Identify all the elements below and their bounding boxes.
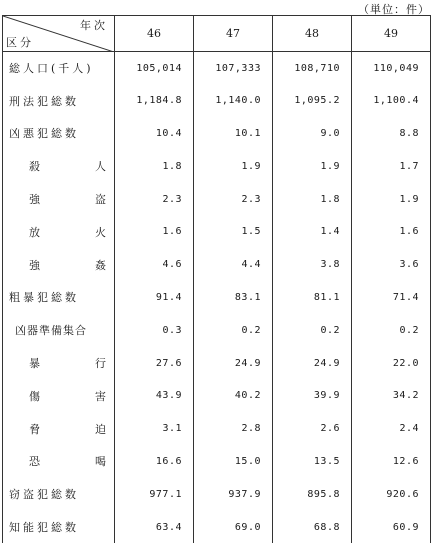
- value-cell: 110,049: [352, 52, 431, 85]
- value-cell: 2.4: [352, 412, 431, 445]
- table-row: [3, 281, 431, 314]
- value-cell: 27.6: [115, 347, 194, 380]
- row-label-cell: [3, 215, 115, 248]
- row-label-cell: [3, 379, 115, 412]
- row-label: 刑法犯総数: [9, 94, 79, 108]
- value-cell: 1.9: [352, 183, 431, 216]
- table-row: [3, 478, 431, 511]
- row-label: 強 姦: [29, 258, 106, 272]
- row-label-cell: [3, 248, 115, 281]
- corner-label-category: 区分: [6, 36, 34, 49]
- value-cell: 40.2: [194, 379, 273, 412]
- value-cell: 3.6: [352, 248, 431, 281]
- year-header-47: 47: [194, 16, 273, 52]
- value-cell: 1.6: [352, 215, 431, 248]
- row-label: 知能犯総数: [9, 521, 79, 535]
- row-label: 放 火: [29, 225, 106, 239]
- table-row: [3, 314, 431, 347]
- row-label-cell: [3, 281, 115, 314]
- value-cell: 8.8: [352, 117, 431, 150]
- row-label: 強 盗: [29, 193, 106, 207]
- corner-label-year: 年次: [80, 19, 108, 32]
- value-cell: 13.5: [273, 445, 352, 478]
- row-label-cell: [3, 511, 115, 544]
- table-row: [3, 248, 431, 281]
- value-cell: 39.9: [273, 379, 352, 412]
- table-row: [3, 84, 431, 117]
- value-cell: 105,014: [115, 52, 194, 85]
- table-row: [3, 511, 431, 544]
- row-label-cell: [3, 478, 115, 511]
- row-label-cell: [3, 183, 115, 216]
- value-cell: 60.9: [352, 511, 431, 544]
- value-cell: 91.4: [115, 281, 194, 314]
- table-row: [3, 183, 431, 216]
- value-cell: 107,333: [194, 52, 273, 85]
- value-cell: 71.4: [352, 281, 431, 314]
- value-cell: 83.1: [194, 281, 273, 314]
- year-header-49: 49: [352, 16, 431, 52]
- row-label: 殺 人: [29, 160, 106, 174]
- table-row: [3, 215, 431, 248]
- value-cell: 1,095.2: [273, 84, 352, 117]
- value-cell: 0.3: [115, 314, 194, 347]
- value-cell: 63.4: [115, 511, 194, 544]
- row-label-cell: [3, 314, 115, 347]
- value-cell: 3.1: [115, 412, 194, 445]
- value-cell: 108,710: [273, 52, 352, 85]
- value-cell: 16.6: [115, 445, 194, 478]
- value-cell: 4.4: [194, 248, 273, 281]
- value-cell: 12.6: [352, 445, 431, 478]
- table-row: [3, 117, 431, 150]
- table-row: [3, 379, 431, 412]
- crime-statistics-table: [2, 15, 431, 543]
- row-label-cell: [3, 117, 115, 150]
- value-cell: 15.0: [194, 445, 273, 478]
- value-cell: 1,140.0: [194, 84, 273, 117]
- value-cell: 1.4: [273, 215, 352, 248]
- value-cell: 68.8: [273, 511, 352, 544]
- row-label: 傷 害: [29, 389, 106, 403]
- year-header-46: 46: [115, 16, 194, 52]
- row-label: 恐 喝: [29, 455, 106, 469]
- unit-label: （単位：件）: [358, 3, 430, 16]
- year-header-48: 48: [273, 16, 352, 52]
- value-cell: 69.0: [194, 511, 273, 544]
- value-cell: 937.9: [194, 478, 273, 511]
- row-label-cell: [3, 150, 115, 183]
- table-row: [3, 445, 431, 478]
- value-cell: 1.8: [115, 150, 194, 183]
- row-label-cell: [3, 347, 115, 380]
- value-cell: 977.1: [115, 478, 194, 511]
- value-cell: 3.8: [273, 248, 352, 281]
- value-cell: 1,100.4: [352, 84, 431, 117]
- value-cell: 43.9: [115, 379, 194, 412]
- value-cell: 10.4: [115, 117, 194, 150]
- value-cell: 22.0: [352, 347, 431, 380]
- row-label: 脅 迫: [29, 422, 106, 436]
- table-row: [3, 347, 431, 380]
- value-cell: 4.6: [115, 248, 194, 281]
- value-cell: 1.8: [273, 183, 352, 216]
- value-cell: 0.2: [352, 314, 431, 347]
- row-label: 総人口(千人): [9, 62, 94, 76]
- row-label-cell: [3, 445, 115, 478]
- row-label: 暴 行: [29, 357, 106, 371]
- value-cell: 10.1: [194, 117, 273, 150]
- value-cell: 895.8: [273, 478, 352, 511]
- value-cell: 2.3: [194, 183, 273, 216]
- table-row: [3, 150, 431, 183]
- value-cell: 1.7: [352, 150, 431, 183]
- table-row: [3, 412, 431, 445]
- row-label: 凶器準備集合: [15, 324, 87, 338]
- value-cell: 2.6: [273, 412, 352, 445]
- row-label-cell: [3, 84, 115, 117]
- header-row: [3, 16, 431, 52]
- value-cell: 0.2: [273, 314, 352, 347]
- row-label: 粗暴犯総数: [9, 291, 79, 305]
- value-cell: 2.3: [115, 183, 194, 216]
- value-cell: 81.1: [273, 281, 352, 314]
- value-cell: 1.5: [194, 215, 273, 248]
- row-label-cell: [3, 412, 115, 445]
- table-body: [3, 52, 431, 544]
- value-cell: 2.8: [194, 412, 273, 445]
- value-cell: 24.9: [194, 347, 273, 380]
- value-cell: 920.6: [352, 478, 431, 511]
- corner-header-cell: [3, 16, 115, 52]
- value-cell: 24.9: [273, 347, 352, 380]
- value-cell: 1.9: [273, 150, 352, 183]
- value-cell: 1.9: [194, 150, 273, 183]
- value-cell: 9.0: [273, 117, 352, 150]
- row-label: 窃盗犯総数: [9, 488, 79, 502]
- row-label-cell: [3, 52, 115, 85]
- value-cell: 34.2: [352, 379, 431, 412]
- value-cell: 0.2: [194, 314, 273, 347]
- value-cell: 1,184.8: [115, 84, 194, 117]
- value-cell: 1.6: [115, 215, 194, 248]
- table-row: [3, 52, 431, 85]
- row-label: 凶悪犯総数: [9, 127, 79, 141]
